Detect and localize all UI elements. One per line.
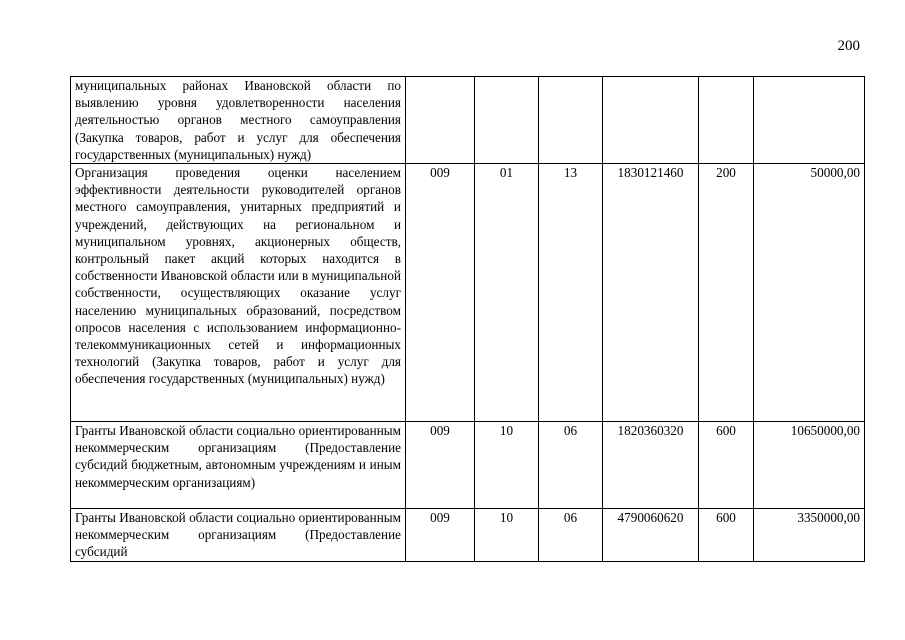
- row-description: Гранты Ивановской области социально ориентированным некоммерческим организациям (Предоставление субсидий бюджетным, автономным учреждениям и иным некоммерческим организациям): [71, 422, 406, 509]
- target-article-code: 1820360320: [603, 422, 699, 509]
- amount: 50000,00: [754, 164, 865, 422]
- expense-type-code: 200: [699, 164, 754, 422]
- row-description: Гранты Ивановской области социально ориентированным некоммерческим организациям (Предоставление субсидий: [71, 509, 406, 562]
- subsection-code: 06: [539, 422, 603, 509]
- subsection-code: 13: [539, 164, 603, 422]
- subsection-code: 06: [539, 509, 603, 562]
- row-description: Организация проведения оценки населением эффективности деятельности руководителей органов местного самоуправления, унитарных предприятий и учреждений, действующих на региональном и муниципальном уровнях, акционерных обществ, контрольный пакет акций которых находится в собственности Ивановской области или в муниципальной собственности, осуществляющих оказание услуг населению муниципальных образований, посредством опросов населения с использованием информационно-телекоммуникационных сетей и информационных технологий (Закупка товаров, работ и услуг для обеспечения государственных (муниципальных) нужд): [71, 164, 406, 422]
- section-code: 01: [475, 164, 539, 422]
- target-article-code: 4790060620: [603, 509, 699, 562]
- grbs-code: 009: [406, 164, 475, 422]
- table-row: [71, 77, 865, 164]
- section-code: 10: [475, 509, 539, 562]
- amount: 3350000,00: [754, 509, 865, 562]
- table-row: [71, 164, 865, 422]
- budget-table: [70, 76, 865, 562]
- target-article-code: 1830121460: [603, 164, 699, 422]
- amount: 10650000,00: [754, 422, 865, 509]
- grbs-code: 009: [406, 509, 475, 562]
- target-article-code: [603, 77, 699, 164]
- expense-type-code: 600: [699, 422, 754, 509]
- expense-type-code: 600: [699, 509, 754, 562]
- grbs-code: [406, 77, 475, 164]
- row-description: муниципальных районах Ивановской области по выявлению уровня удовлетворенности населения деятельностью органов местного самоуправления (Закупка товаров, работ и услуг для обеспечения государственных (муниципальных) нужд): [71, 77, 406, 164]
- grbs-code: 009: [406, 422, 475, 509]
- amount: [754, 77, 865, 164]
- subsection-code: [539, 77, 603, 164]
- page-number: 200: [837, 38, 860, 54]
- table-row: [71, 422, 865, 509]
- section-code: [475, 77, 539, 164]
- table-row: [71, 509, 865, 562]
- expense-type-code: [699, 77, 754, 164]
- section-code: 10: [475, 422, 539, 509]
